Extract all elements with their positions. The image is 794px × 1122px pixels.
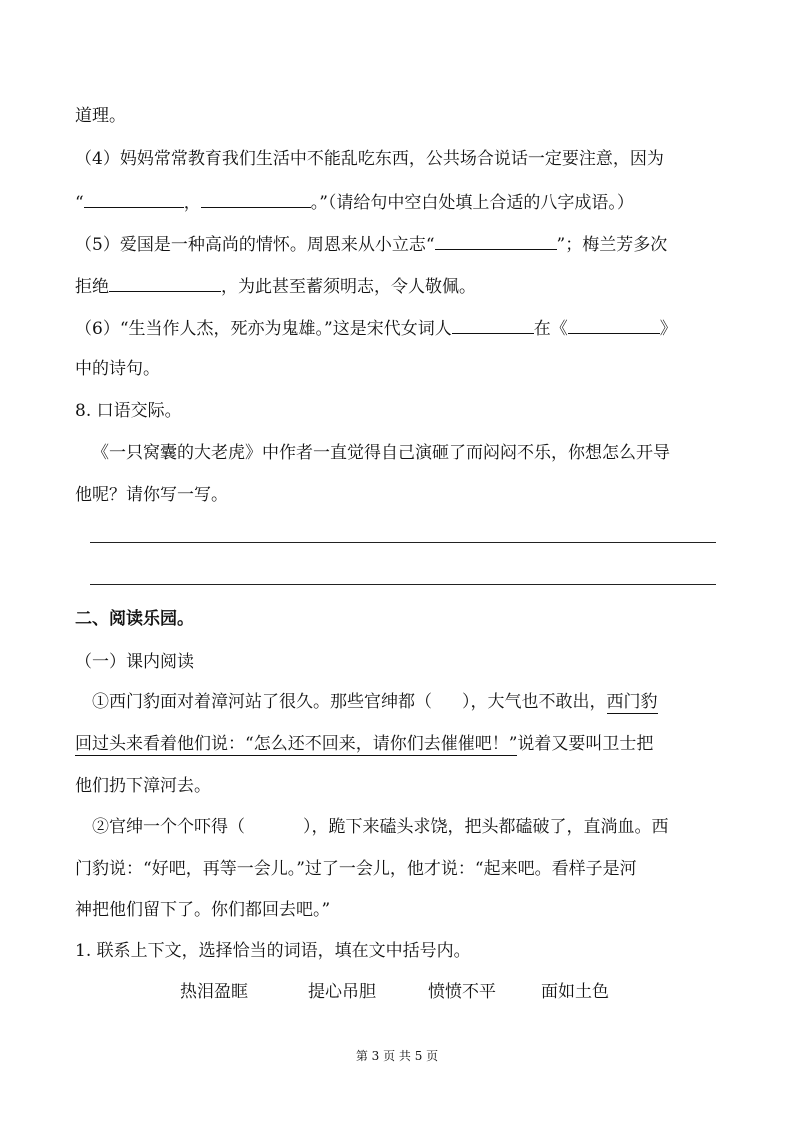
answer-blank[interactable]	[452, 315, 534, 334]
question-5-line-2	[75, 273, 476, 299]
option-word: 面如土色	[541, 982, 609, 1002]
question-5-text: （5）爱国是一种高尚的情怀。周恩来从小立志“	[75, 235, 435, 255]
question-5-text: 拒绝	[75, 277, 109, 297]
passage-text: ），大气也不敢出，	[462, 692, 607, 712]
underlined-text: 回过头来看着他们说：“怎么还不回来，请你们去催催吧！”	[75, 734, 518, 754]
question-5-line-1	[75, 231, 667, 257]
answer-blank[interactable]	[109, 273, 221, 292]
passage-1-line-2	[75, 732, 653, 756]
passage-2-line-1	[92, 815, 669, 839]
question-4-line-1: （4）妈妈常常教育我们生活中不能乱吃东西，公共场合说话一定要注意，因为	[75, 149, 664, 169]
option-word: 热泪盈眶	[180, 982, 248, 1002]
answer-blank[interactable]	[568, 315, 660, 334]
answer-blank[interactable]	[201, 189, 311, 208]
subsection-heading: （一）课内阅读	[75, 652, 194, 672]
passage-2-line-3: 神把他们留下了。你们都回去吧。”	[75, 900, 331, 920]
option-word: 愤愤不平	[428, 982, 496, 1002]
passage-text: 说着又要叫卫士把	[517, 734, 654, 754]
section-heading: 二、阅读乐园。	[75, 609, 194, 629]
question-4-line-2	[75, 189, 634, 215]
comma: ，	[183, 193, 201, 213]
passage-1-line-3: 他们扔下漳河去。	[75, 776, 211, 796]
page-footer: 第 3 页 共 5 页	[355, 1049, 439, 1063]
answer-blank[interactable]	[84, 189, 184, 208]
quote-mark: “	[75, 193, 84, 213]
question-8-prompt-line-2: 他呢？请你写一写。	[75, 485, 228, 505]
question-6-text: 》	[659, 319, 677, 339]
passage-2-line-2: 门豹说：“好吧，再等一会儿。”过了一会儿，他才说：“起来吧。看样子是河	[75, 859, 637, 879]
question-6-text: 在《	[533, 319, 568, 339]
question-5-text: ，为此甚至蓄须明志，令人敬佩。	[221, 277, 476, 297]
question-1-heading: 1. 联系上下文，选择恰当的词语，填在文中括号内。	[75, 941, 471, 961]
question-6-line-1	[75, 315, 677, 341]
passage-text: ），跪下来磕头求饶，把头都磕破了，直淌血。西	[303, 817, 669, 837]
writing-line[interactable]	[90, 542, 716, 543]
text-line: 道理。	[75, 106, 126, 126]
underlined-text: 西门豹	[606, 692, 658, 712]
passage-1-line-1	[92, 690, 658, 714]
question-5-text: ”；梅兰芳多次	[556, 235, 668, 255]
question-6-line-2: 中的诗句。	[75, 359, 160, 379]
answer-blank[interactable]	[435, 231, 557, 250]
passage-text: ②官绅一个个吓得（	[92, 817, 245, 837]
writing-line[interactable]	[90, 584, 716, 585]
question-6-text: （6）“生当作人杰，死亦为鬼雄。”这是宋代女词人	[75, 319, 452, 339]
passage-text: ①西门豹面对着漳河站了很久。那些官绅都（	[92, 692, 432, 712]
option-word: 提心吊胆	[308, 982, 376, 1002]
question-4-instruction: 。”（请给句中空白处填上合适的八字成语。）	[310, 193, 634, 213]
question-8-prompt-line-1: 《一只窝囊的大老虎》中作者一直觉得自己演砸了而闷闷不乐，你想怎么开导	[92, 443, 670, 463]
question-8-heading: 8. 口语交际。	[75, 401, 182, 421]
